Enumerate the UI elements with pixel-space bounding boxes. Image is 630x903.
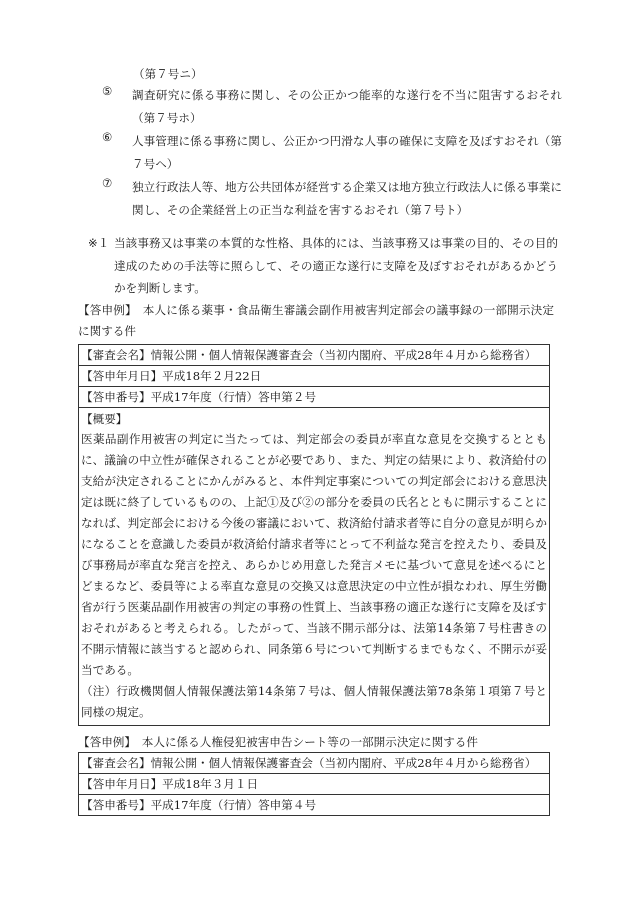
item-number: ⑦ [102,176,113,190]
item-text: 独立行政法人等、地方公共団体が経営する企業又は地方独立行政法人に係る事業に関し、その企業経営上の正当な利益を害するおそれ（第７号ト） [132,180,562,217]
item-number: ⑥ [102,130,113,144]
top-line: （第７号ニ） [133,67,203,81]
exemption-list [102,84,562,222]
item-number: ⑤ [102,84,113,98]
case1-summary-label: 【概要】 [81,412,128,426]
list-item [102,176,562,221]
case2-date: 【答申年月日】平成18年３月１日 [79,774,549,795]
case1-summary: 医薬品副作用被害の判定に当たっては、判定部会の委員が率直な意見を交換するとともに、議論の中立性が確保されることが必要であり、また、判定の結果により、救済給付の支給が決定されることにかんがみると、本件判定事案についての判定部会における意思決定は既に終了しているものの、上記①及び②の部分を委員の氏名とともに開示することになれば、判定部会における今後の審議において、救済給付請求者等に自分の意見が明らかになることを意識した委員が救済給付請求者等にとって不利益な発言を控えたり、委員及び事務局が率直な発言を控え、あらかじめ用意した発言メモに基づいて意見を述べるにとどまるなど、委員等による率直な意見の交換又は意思決定の中立性が損なわれ、厚生労働省が行う医薬品副作用被害の判定の事務の性質上、当該事務の適正な遂行に支障を及ぼすおそれがあると考えられる。したがって、当該不開示部分は、法第14条第７号柱書きの不開示情報に該当すると認められ、同条第６号について判断するまでもなく、不開示が妥当である。 [81,432,547,677]
list-item [102,130,562,175]
note [88,232,558,300]
case1-date: 【答申年月日】平成18年２月22日 [79,366,549,387]
item-text: 調査研究に係る事務に関し、その公正かつ能率的な遂行を不当に阻害するおそれ（第７号ホ） [132,88,562,125]
case2-number: 【答申番号】平成17年度（行情）答申第４号 [81,798,317,812]
case1-note: （注）行政機関個人情報保護法第14条第７号は、個人情報保護法第78条第１項第７号と同様の規定。 [81,684,547,719]
case2-box [78,752,550,816]
item-text: 人事管理に係る事務に関し、公正かつ円滑な人事の確保に支障を及ぼすおそれ（第７号ヘ） [132,134,562,171]
case1-council: 【審査会名】情報公開・個人情報保護審査会（当初内閣府、平成28年４月から総務省） [79,345,549,366]
list-item [102,84,562,129]
case1-heading: 【答申例】 本人に係る薬事・食品衛生審議会副作用被害判定部会の議事録の一部開示決定に関する件 [78,303,554,338]
case1-number: 【答申番号】平成17年度（行情）答申第２号 [79,387,549,408]
case2-council: 【審査会名】情報公開・個人情報保護審査会（当初内閣府、平成28年４月から総務省） [79,753,549,774]
case2-heading: 【答申例】 本人に係る人権侵犯被害申告シート等の一部開示決定に関する件 [78,735,478,749]
note-mark: ※１ [88,236,110,250]
note-text: 当該事務又は事業の本質的な性格、具体的には、当該事務又は事業の目的、その目的達成のための手法等に照らして、その適正な遂行に支障を及ぼすおそれがあるかどうかを判断します。 [114,236,558,295]
case1-box [78,344,550,726]
